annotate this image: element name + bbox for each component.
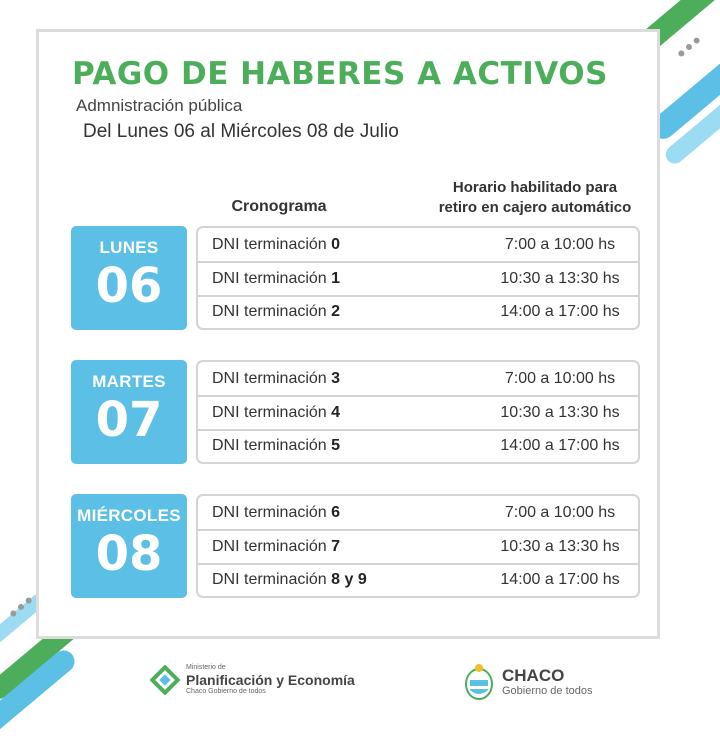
table-row [198,563,638,596]
ministry-logo-icon [150,665,180,695]
hours-cell: 10:30 a 13:30 hs [500,403,620,421]
dni-label: DNI terminación [212,235,327,253]
day-number: 07 [95,392,163,448]
chaco-seal-icon [462,662,496,702]
hours-cell: 10:30 a 13:30 hs [500,269,620,287]
schedule-column-header: Cronograma [231,198,327,215]
dni-cell [198,571,482,589]
dni-cell [198,538,482,556]
table-row [198,395,638,428]
dni-digit: 2 [331,303,341,321]
table-row [198,529,638,562]
hours-column-header [400,178,670,218]
dni-cell [198,504,482,522]
dni-cell [198,303,482,321]
day-number: 06 [95,258,163,314]
chaco-logo [462,662,593,702]
dni-digit: 6 [331,503,341,521]
day-name: MARTES [92,372,166,391]
date-range: Del Lunes 06 al Miércoles 08 de Julio [83,121,399,142]
hours-cell: 7:00 a 10:00 hs [504,235,616,253]
table-row [198,362,638,395]
dni-label: DNI terminación [212,571,327,589]
day-number: 08 [95,526,163,582]
dni-cell [198,270,482,288]
day-badge-lunes [71,226,187,330]
dni-cell [198,236,482,254]
dni-label: DNI terminación [212,403,327,421]
schedule-block-miercoles [196,494,640,598]
dni-digit: 3 [331,369,341,387]
dni-label: DNI terminación [212,369,327,387]
dni-label: DNI terminación [212,503,327,521]
hours-cell: 14:00 a 17:00 hs [500,303,620,321]
hours-header-line1: Horario habilitado para [452,179,618,196]
decor-dots-top [677,36,701,57]
dni-digit: 4 [331,403,341,421]
dni-cell [198,370,482,388]
province-tagline: Gobierno de todos [502,684,593,697]
ministry-name: Planificación y Economía [186,672,355,688]
dni-label: DNI terminación [212,537,327,555]
day-badge-martes [71,360,187,464]
day-badge-miercoles [71,494,187,598]
table-row [198,295,638,328]
dni-digit: 1 [331,269,341,287]
ministry-logo [150,664,355,696]
hours-cell: 10:30 a 13:30 hs [500,537,620,555]
dni-label: DNI terminación [212,303,327,321]
dni-cell [198,437,482,455]
dni-cell [198,404,482,422]
hours-cell: 14:00 a 17:00 hs [500,437,620,455]
table-row [198,496,638,529]
table-row [198,429,638,462]
dni-digit: 7 [331,537,341,555]
page-subtitle: Admnistración pública [76,96,243,115]
ministry-label: Ministerio de [186,664,226,671]
dni-digit: 8 y 9 [331,571,367,589]
ministry-tagline: Chaco Gobierno de todos [186,688,266,695]
day-name: MIÉRCOLES [77,506,181,525]
day-name: LUNES [99,238,159,257]
dni-label: DNI terminación [212,437,327,455]
province-name: CHACO [502,665,565,685]
dni-label: DNI terminación [212,269,327,287]
hours-cell: 14:00 a 17:00 hs [500,571,620,589]
dni-digit: 5 [331,437,341,455]
page-title: PAGO DE HABERES A ACTIVOS [72,56,608,92]
schedule-block-lunes [196,226,640,330]
dni-digit: 0 [331,235,341,253]
table-row [198,261,638,294]
hours-cell: 7:00 a 10:00 hs [504,503,616,521]
table-row [198,228,638,261]
hours-header-line2: retiro en cajero automático [438,199,632,216]
hours-cell: 7:00 a 10:00 hs [504,369,616,387]
schedule-block-martes [196,360,640,464]
